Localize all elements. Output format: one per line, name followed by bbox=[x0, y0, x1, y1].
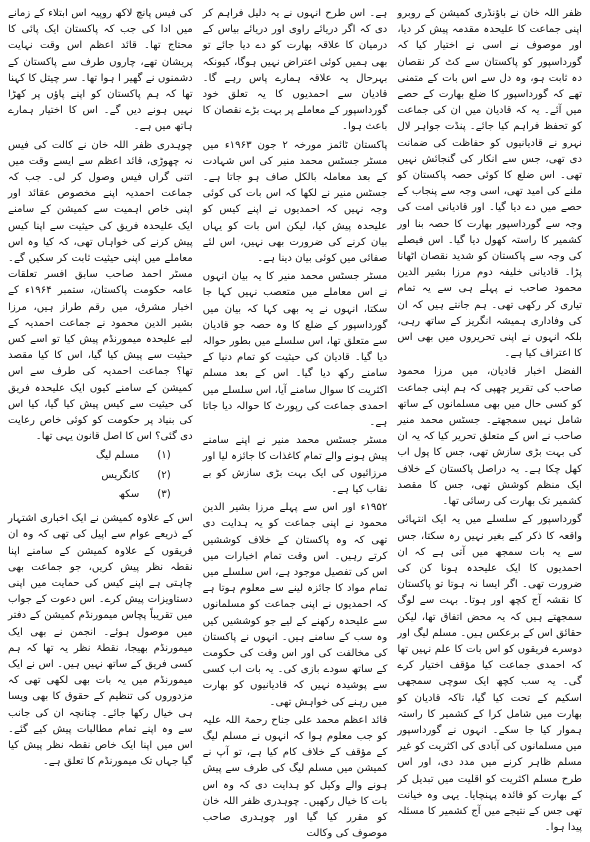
article-paragraph: ۱۹۵۲ء اور اس سے پہلے مرزا بشیر الدین محمود نے اپنی جماعت کو یہ ہدایت دی تھی کہ وہ پاکستان کے خلاف کوششیں کرتے رہیں۔ اس وقت تمام اخبارات میں اس کی تفصیل موجود ہے، اس سلسلے میں تمام مواد کا جائزہ لینے سے معلوم ہوتا ہے کہ احمدیوں نے اپنی جماعت کو مسلمانوں سے علیحدہ رکھنے کے لیے جو کوششیں کیں وہ سب کے سامنے ہیں۔ انہوں نے پاکستان کی مخالفت کی اور اس وقت کی حکومت کے ساتھ سودے بازی کی۔ یہ بات اب کسی سے پوشیدہ نہیں کہ قادیانیوں کو بھارت میں رہنے کی خواہش تھی۔ bbox=[202, 502, 388, 708]
column-middle bbox=[202, 6, 388, 840]
list-label: سکھ bbox=[118, 488, 140, 500]
party-list bbox=[8, 448, 193, 503]
article-paragraph: الفضل اخبار قادیان، میں مرزا محمود صاحب کی تقریر چھپی کہ ہم اپنی جماعت کو کسی حال میں بھی مسلمانوں کے ساتھ شامل نہیں سمجھتے۔ جسٹس محمد منیر صاحب نے اس کے متعلق تحریر کیا کہ یہ ان کی بہت بڑی سازش تھی، جس کا پول اب کھل چکا ہے۔ یہ دراصل پاکستان کے خلاف ایک منظم کوشش تھی، جس کا مقصد کشمیر تک بھارت کی رسائی تھا۔ bbox=[397, 366, 583, 508]
list-number: (۱) bbox=[157, 450, 171, 462]
article-paragraph: چوہدری ظفر اللہ خان نے کالت کی فیس نہ چھوڑی، قائد اعظم سے ایسے وقت میں اتنی گراں فیس وصول کر لی۔ جب کہ جماعت احمدیہ اپنے مخصوص عقائد اور اپنی خاص اہمیت سے کمیشن کے سامنے ایک علیحدہ فریق کی حیثیت سے اپنا کیس پیش کرنے کی خواہاں تھی، کہ کیا وہ اس معاملے میں اپنی حیثیت ثابت کر سکیں گے۔ مسٹر احمد صاحب سابق افسر تعلقات عامہ حکومت پاکستان، ستمبر ۱۹۶۴ء کے اخبار مشرق، میں رقم طراز ہیں، مرزا بشیر الدین محمود نے جماعت احمدیہ کے لیے علیحدہ میمورنڈم پیش کیا تو اسے کس حیثیت سے پیش کیا گیا، اس کا کیا مقصد تھا؟ جماعت احمدیہ کی طرف سے اس کمیشن کے سامنے کیوں ایک علیحدہ فریق کی حیثیت سے کیس پیش کیا گیا، کیا اس کی بنیاد پر حکومت کو کوئی خاص رعایت دی گئی؟ اس کا اصل قانون یہی تھا۔ bbox=[8, 139, 193, 443]
column-left bbox=[8, 6, 193, 821]
article-paragraph: اس کے علاوہ کمیشن نے ایک اخباری اشتہار کے ذریعے عوام سے اپیل کی تھی کہ وہ ان فریقوں کے علاوہ کمیشن کے سامنے اپنا نقطہ نظر پیش کریں، جو جماعت بھی چاہتی ہے اپنے کیس کی حمایت میں اپنی دستاویزات پیش کرے۔ اس دعوت کے جواب میں تقریباً پچاس میمورنڈم کمیشن کے دفتر میں موصول ہوئے۔ انجمن نے بھی ایک میمورنڈم بھیجا، نقطۂ نظر یہ تھا کہ ہم کسی فریق کے ساتھ نہیں ہیں۔ اس نے ایک میمورنڈم میں یہ بات بھی لکھی تھی کہ مزدوروں کی تنظیم کے حقوق کا بھی ویسا ہی خیال رکھا جائے۔ چنانچہ ان کی جانب سے وہ اپنے تمام مطالبات پیش کیے گئے۔ اس میں اپنا ایک خاص نقطہ نظر پیش کیا گیا جہاں تک میمورنڈم کا تعلق ہے۔ bbox=[8, 513, 193, 768]
column-right bbox=[397, 6, 583, 834]
article-paragraph: کی فیس پانچ لاکھ روپیہ اس ابتلاء کے زمانے میں ادا کی جب کہ پاکستان ایک پائی کا محتاج تھا۔ قائد اعظم اس وقت نہایت پریشان تھے، چاروں طرف سے پاکستان کے دشمنوں نے گھیر ا ہوا تھا۔ سر چیتل کا کہنا تھا کہ ہم پاکستان کو اپنے پاؤں پر کھڑا نہیں ہونے دیں گے۔ اس کا اختیار ہمارے ہاتھ میں ہے۔ bbox=[8, 8, 193, 133]
article-paragraph: ظفر اللہ خان نے باؤنڈری کمیشن کے روبرو اپنی جماعت کا علیحدہ مقدمہ پیش کر دیا، اور موصوف نے اسی نے اختیار کیا کہ گورداسپور کو پاکستان سے کٹ کر نقصان دہ ثابت ہو، وہ دل سے اس بات کے متمنی تھے کہ گورداسپور کا ضلع بھارت کے حصے میں آئے۔ یہ کہ قادیان میں ان کی جماعت کو تحفظ فراہم کیا جائے۔ پنڈت جواہر لال نہرو نے قادیانیوں کو حفاظت کی ضمانت دی تھی، جس سے انکار کی گنجائش نہیں تھی۔ اس ضلع کا کوئی حصہ پاکستان کو ملنے کی امید تھی، اسی وجہ سے پنجاب کے حصے میں دے دیا گیا۔ اور قادیانی امت کی وجہ سے گورداسپور بھارت کا حصہ بنا اور کشمیر کا راستہ کھول دیا گیا۔ اس فیصلے کی وجہ سے پاکستان کو شدید نقصان اٹھانا پڑا۔ قادیانی خلیفہ دوم مرزا بشیر الدین محمود صاحب نے پہلے ہی سے یہ تمام تیاری کر رکھی تھی۔ ہم جانتے ہیں کہ ان کی وفاداری ہمیشہ انگریز کے ساتھ رہی، بلکہ انہوں نے اپنی تحریروں میں بھی اس کا اعتراف کیا ہے۔ bbox=[397, 8, 583, 360]
article-paragraph: پاکستان ٹائمز مورخہ ۲ جون ۱۹۶۳ء میں مسٹر جسٹس محمد منیر کی اس شہادت کے بعد معاملہ بالکل صاف ہو جاتا ہے۔ جسٹس منیر نے لکھا کہ اس بات کی کوئی وجہ نہیں کہ احمدیوں نے اپنے کیس کو علیحدہ پیش کیا، لیکن اس بات کو یہاں بیان کرنے کی ضرورت بھی نہیں، اس لئے صفائی میں کوئی بیان دینا ہے۔ bbox=[202, 139, 388, 265]
article-paragraph: گورداسپور کے سلسلے میں یہ ایک انتہائی واقعہ کا ذکر کیے بغیر نہیں رہ سکتا، جس سے یہ بات سمجھ میں آتی ہے کہ ان احمدیوں کا ایک علیحدہ ہونا کن کی ضرورت تھی۔ اگر ایسا نہ ہوتا تو پاکستان کا نقشہ آج کچھ اور ہوتا۔ بہت سے لوگ سمجھتے ہیں کہ یہ محض اتفاق تھا، لیکن حقائق اس کے برعکس ہیں۔ مسلم لیگ اور دوسرے فریقوں کو اس بات کا علم نہیں تھا کہ احمدی جماعت کیا مؤقف اختیار کرے گی۔ یہ سب کچھ ایک سوچی سمجھی اسکیم کے تحت کیا گیا، تاکہ قادیان کو بھارت میں شامل کرا کے کشمیر کا راستہ ہموار کیا جا سکے۔ انہوں نے گورداسپور میں مسلمانوں کی آبادی کی اکثریت کو غیر مسلم ظاہر کرنے میں مدد دی، اور اس طرح مسلم اکثریت کو اقلیت میں تبدیل کر کے بھارت کو فائدہ پہنچایا۔ یہی وہ خیانت تھی جس کے نتیجے میں آج کشمیر کا مسئلہ پیدا ہوا۔ bbox=[397, 514, 583, 834]
article-paragraph: ہے۔ اس طرح انہوں نے یہ دلیل فراہم کر دی کہ اگر دریائے راوی اور دریائے بیاس کے درمیان کا علاقہ بھارت کو دے دیا جائے تو بھی ہمیں کوئی اعتراض نہیں ہوگا، کیونکہ بہرحال یہ علاقہ ہمارے پاس رہے گا۔ قادیان سے احمدیوں کا یہ تعلق خود گورداسپور کے معاملے پر بہت بڑے نقصان کا باعث ہوا۔ bbox=[202, 8, 388, 133]
list-number: (۲) bbox=[157, 469, 171, 481]
article-paragraph: مسٹر جسٹس محمد منیر کا یہ بیان انہوں نے اس معاملے میں متعصب نہیں کہا جا سکتا، انہوں نے یہ بھی کہا کہ بیان میں گورداسپور کے ضلع کا وہ حصہ جو قادیان سے متعلق تھا، اس سلسلے میں بطور حوالہ دیا گیا۔ قادیان کی حیثیت کو تمام دنیا کے سامنے رکھ دیا گیا۔ اس کے بعد مسلم اکثریت کا سوال سامنے آیا، اس سلسلے میں احمدی جماعت کی رپورٹ کا حوالہ دیا جاتا ہے۔ bbox=[202, 271, 388, 429]
list-label: کانگریس bbox=[101, 469, 140, 481]
article-paragraph: قائد اعظم محمد علی جناح رحمۃ اللہ علیہ کو جب معلوم ہوا کہ انہوں نے مسلم لیگ کے مؤقف کے خلاف کام کیا ہے، تو آپ نے کمیشن میں مسلم لیگ کی طرف سے پیش ہونے والے وکیل کو ہدایت دی کہ وہ اس بات کا خیال رکھیں۔ چوہدری ظفر اللہ خان کو مقرر کیا گیا اور چوہدری صاحب موصوف کی وکالت bbox=[202, 714, 388, 840]
party-list-item bbox=[8, 448, 171, 464]
list-label: مسلم لیگ bbox=[96, 450, 140, 462]
party-list-item bbox=[8, 487, 171, 503]
article-paragraph: مسٹر جسٹس محمد منیر نے اپنے سامنے پیش ہونے والے تمام کاغذات کا جائزہ لیا اور مرزائیوں کی ایک بہت بڑی سازش کو بے نقاب کیا ہے۔ bbox=[202, 435, 388, 495]
list-number: (۳) bbox=[157, 488, 171, 500]
party-list-item bbox=[8, 468, 171, 484]
